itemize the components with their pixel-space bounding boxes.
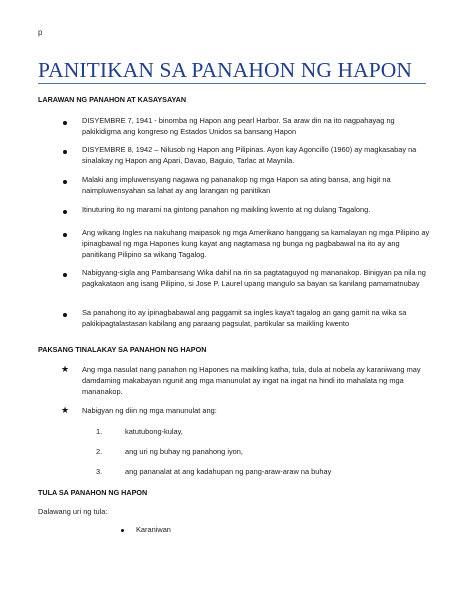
star-bullet-icon: ★ [61, 405, 70, 415]
numbered-item: ang uri ng buhay ng panahong iyon, [125, 447, 243, 456]
list-item: Ang wikang Ingles na nakuhang maipasok ng mga Amerikano hanggang sa kamalayan ng mga Pilipino ay ipinagbawal ng mga Hapones kung kayat ang nagtamasa ng bunga ng pagbabawal na ito ay ang panitikang Pilipino sa wikang Tagalog. [82, 228, 430, 260]
page-title: PANITIKAN SA PANAHON NG HAPON [38, 58, 413, 82]
list-item: DISYEMBRE 8, 1942 – Nilusob ng Hapon ang Pilipinas. Ayon kay Agoncillo (1960) ay magkasabay na sinalakay ng Hapon ang Apari, Davao, Baguio, Tarlac at Maynila. [82, 145, 417, 166]
list-item: Sa panahong ito ay ipinagbabawal ang paggamit sa ingles kaya't tagalog an gang gamit na wika sa pakikipagtalastasan kabilang ang paraang pagsulat, partikular sa maikling kwento [82, 308, 407, 329]
section-heading-tula: TULA SA PANAHON NG HAPON [38, 488, 148, 497]
numbered-item: katutubong-kulay, [125, 427, 183, 436]
star-bullet-icon: ★ [61, 364, 70, 374]
section-intro: Dalawang uri ng tula: [38, 507, 108, 516]
list-number: 3. [96, 467, 103, 476]
list-number: 2. [96, 447, 103, 456]
list-item: Ang mga nasulat nang panahon ng Hapones na maikling katha, tula, dula at nobela ay karaniwang may damdaming makabayan ngunit ang mga manunulat ay ingat na ingat na hindi ito mahalata ng mga mananakop. [82, 365, 421, 397]
bullet-dot [63, 273, 67, 277]
bullet-dot [63, 210, 67, 214]
list-item: Karaniwan [136, 525, 171, 534]
section-heading-larawan: LARAWAN NG PANAHON AT KASAYSAYAN [38, 95, 187, 104]
list-item: Malaki ang impluwensyang nagawa ng pananakop ng mga Hapon sa ating bansa, ang higit na naimpluwensyahan sa lahat ay ang larangan ng panitikan [82, 175, 391, 196]
bullet-dot [63, 313, 67, 317]
bullet-dot [63, 233, 67, 237]
section-heading-paksang: PAKSANG TINALAKAY SA PANAHON NG HAPON [38, 345, 207, 354]
list-item: Nabigyan ng diin ng mga manunulat ang: [82, 406, 217, 415]
list-number: 1. [96, 427, 103, 436]
list-item: DISYEMBRE 7, 1941 - binomba ng Hapon ang pearl Harbor. Sa araw din na ito nagpahayag ng pakikidigma ang kongreso ng Estados Unidos sa bansang Hapon [82, 116, 395, 137]
bullet-dot [63, 150, 67, 154]
title-underline [38, 83, 426, 84]
list-item: Nabigyang-sigla ang Pambansang Wika dahil na rin sa pagtataguyod ng mananakop. Binigyan pa nila ng pagkakataon ang isang Pilipino, si Jose P. Laurel upang mangulo sa bayan sa kanilang pamamatnubay [82, 268, 426, 289]
numbered-item: ang pananalat at ang kadahupan ng pang-araw-araw na buhay [125, 467, 332, 476]
bullet-dot [63, 121, 67, 125]
bullet-dot [63, 180, 67, 184]
bullet-dot [121, 529, 124, 532]
page-corner-mark: p [38, 28, 43, 37]
list-item: Itinuturing ito ng marami na gintong panahon ng maikling kwento at ng dulang Tagalong. [82, 205, 371, 214]
